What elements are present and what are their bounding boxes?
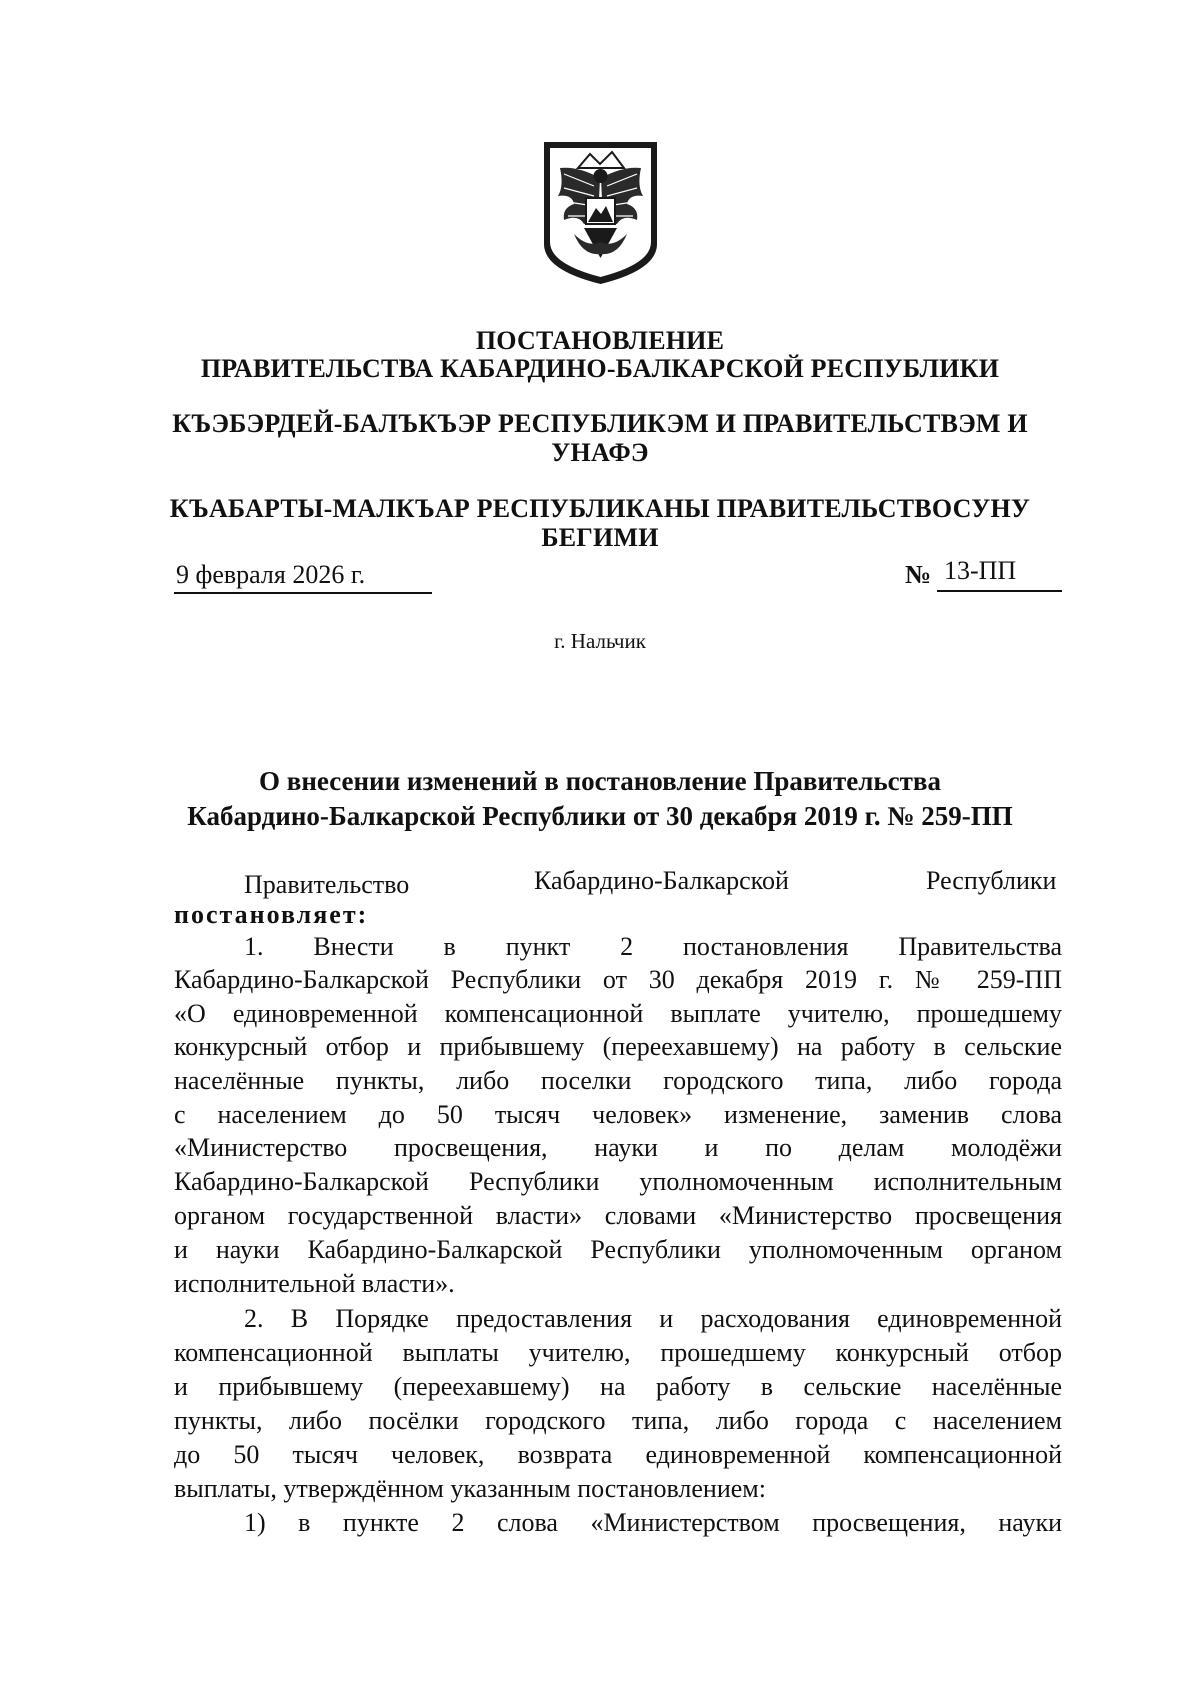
issuer-kabardian-line-2: УНАФЭ bbox=[551, 438, 649, 467]
body-line: Кабардино-Балкарской Республики от 30 декабря 2019 г. № 259-ПП bbox=[174, 965, 1062, 994]
body-line: Кабардино-Балкарской Республики уполномоченным исполнительным bbox=[174, 1167, 1062, 1196]
body-line: «О единовременной компенсационной выплате учителю, прошедшему bbox=[174, 999, 1062, 1028]
coat-of-arms-emblem bbox=[538, 138, 663, 286]
body-line: конкурсный отбор и прибывшему (переехавшему) на работу в сельские bbox=[174, 1032, 1062, 1061]
body-line: до 50 тысяч человек, возврата единовременной компенсационной bbox=[174, 1440, 1062, 1469]
body-line: 1) в пункте 2 слова «Министерством просвещения, науки bbox=[244, 1508, 1062, 1537]
body-line: 1. Внести в пункт 2 постановления Правительства bbox=[244, 932, 1062, 961]
body-line: «Министерство просвещения, науки и по делам молодёжи bbox=[174, 1133, 1062, 1162]
city: г. Нальчик bbox=[554, 629, 646, 653]
issuer-balkar-line-2: БЕГИМИ bbox=[541, 523, 659, 552]
document-number: 13-ПП bbox=[944, 556, 1017, 585]
decrees-word: постановляет: bbox=[174, 900, 369, 929]
intro-word-kbr: Кабардино-Балкарской bbox=[534, 866, 789, 895]
body-line: и науки Кабардино-Балкарской Республики уполномоченным органом bbox=[174, 1235, 1062, 1264]
body-line: с населением до 50 тысяч человек» изменение, заменив слова bbox=[174, 1100, 1062, 1129]
issuer-russian: ПРАВИТЕЛЬСТВА КАБАРДИНО-БАЛКАРСКОЙ РЕСПУБЛИКИ bbox=[200, 354, 1000, 383]
body-line: и прибывшему (переехавшему) на работу в сельские населённые bbox=[174, 1372, 1062, 1401]
subject-line-1: О внесении изменений в постановление Правительства bbox=[259, 766, 941, 796]
intro-word-republic: Республики bbox=[926, 866, 1057, 895]
document-date: 9 февраля 2026 г. bbox=[176, 560, 366, 589]
issuer-kabardian-line-1: КЪЭБЭРДЕЙ-БАЛЪКЪЭР РЕСПУБЛИКЭМ И ПРАВИТЕЛЬСТВЭМ И bbox=[172, 409, 1028, 438]
body-line: населённые пункты, либо поселки городского типа, либо города bbox=[174, 1066, 1062, 1095]
subject-line-2: Кабардино-Балкарской Республики от 30 декабря 2019 г. № 259-ПП bbox=[187, 801, 1013, 831]
body-line: выплаты, утверждённом указанным постановлением: bbox=[174, 1474, 766, 1503]
date-underline bbox=[174, 592, 432, 594]
body-line: органом государственной власти» словами «Министерство просвещения bbox=[174, 1201, 1062, 1230]
body-line: компенсационной выплаты учителю, прошедшему конкурсный отбор bbox=[174, 1338, 1062, 1367]
body-line: исполнительной власти». bbox=[174, 1269, 455, 1298]
body-line: 2. В Порядке предоставления и расходования единовременной bbox=[244, 1304, 1062, 1333]
body-line: пункты, либо посёлки городского типа, либо города с населением bbox=[174, 1406, 1062, 1435]
issuer-balkar-line-1: КЪАБАРТЫ-МАЛКЪАР РЕСПУБЛИКАНЫ ПРАВИТЕЛЬСТВОСУНУ bbox=[169, 494, 1031, 523]
intro-word-government: Правительство bbox=[244, 870, 410, 899]
number-underline bbox=[937, 590, 1062, 592]
document-type: ПОСТАНОВЛЕНИЕ bbox=[475, 326, 725, 355]
number-sign: № bbox=[905, 560, 932, 589]
